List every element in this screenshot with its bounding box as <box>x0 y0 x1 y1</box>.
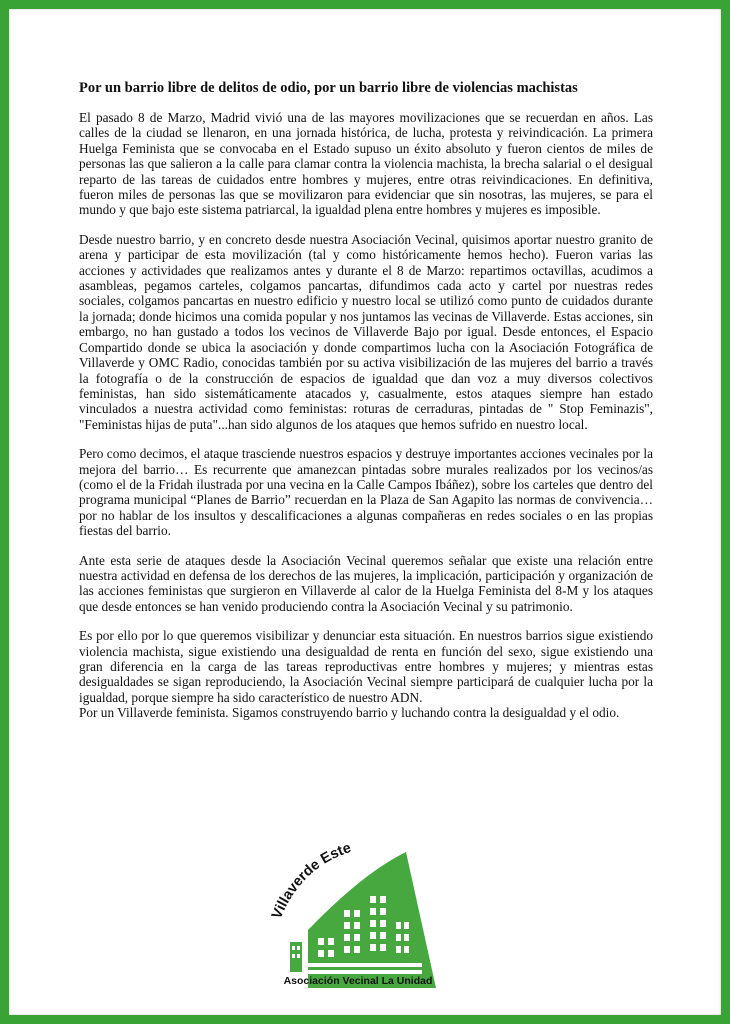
paragraph-1: El pasado 8 de Marzo, Madrid vivió una de las mayores movilizaciones que se recuerdan en años. Las calles de la ciudad se llenaron, en una jornada histórica, de lucha, protesta y reivindicación. La primera Huelga Feminista que se convocaba en el Estado supuso un éxito absoluto y fueron cientos de miles de personas las que salieron a la calle para clamar contra la violencia machista, la brecha salarial o el desigual reparto de las tareas de cuidados entre hombres y mujeres, entre otras reivindicaciones. En definitiva, fueron miles de personas las que se movilizaron para evidenciar que sin nosotras, las mujeres, se para el mundo y que bajo este sistema patriarcal, la igualdad plena entre hombres y mujeres es imposible. <box>79 110 653 218</box>
paragraph-3: Pero como decimos, el ataque trasciende nuestros espacios y destruye importantes acciones vecinales por la mejora del barrio… Es recurrente que amanezcan pintadas sobre murales realizados por los vecinos/as (como el de la Fridah ilustrada por una vecina en la Calle Campos Ibáñez), sobre los carteles que dentro del programa municipal “Planes de Barrio” recuerdan en la Plaza de San Agapito las normas de convivencia… por no hablar de los insultos y descalificaciones a algunas compañeras en redes sociales o en las propias fiestas del barrio. <box>79 446 653 539</box>
paragraph-4: Ante esta serie de ataques desde la Asociación Vecinal queremos señalar que existe una relación entre nuestra actividad en defensa de los derechos de las mujeres, la implicación, participación y organización de las acciones feministas que surgieron en Villaverde al calor de la Huelga Feminista del 8-M y los ataques que desde entonces se han venido produciendo contra la Asociación Vecinal y su patrimonio. <box>79 552 653 614</box>
paragraph-5: Es por ello por lo que queremos visibilizar y denunciar esta situación. En nuestros barrios sigue existiendo violencia machista, sigue existiendo una desigualdad de renta en función del sexo, sigue existiendo una gran diferencia en la carga de las tareas reproductivas entre hombres y mujeres; y mientras estas desigualdades se sigan reproduciendo, la Asociación Vecinal siempre participará de cualquier lucha por la igualdad, porque siempre ha sido característico de nuestro ADN. <box>79 628 653 705</box>
document-body <box>79 79 653 721</box>
logo-caption: Asociación Vecinal La Unidad <box>283 975 433 987</box>
paragraph-2: Desde nuestro barrio, y en concreto desde nuestra Asociación Vecinal, quisimos aportar nuestro granito de arena y participar de esta movilización (tal y como históricamente hemos hecho). Fueron varias las acciones y actividades que realizamos antes y durante el 8 de Marzo: repartimos octavillas, acudimos a asambleas, pegamos carteles, colgamos pancartas, difundimos cada acto y cartel por nuestras redes sociales, colgamos pancartas en nuestro edificio y nuestro local se utilizó como punto de cuidados durante la jornada; donde hicimos una comida popular y nos juntamos las vecinas de Villaverde. Estas acciones, sin embargo, no han gustado a todos los vecinos de Villaverde Bajo por igual. Desde entonces, el Espacio Compartido donde se ubica la asociación y donde compartimos lucha con la Asociación Fotográfica de Villaverde y OMC Radio, conocidas también por su activa visibilización de las mujeres del barrio a través la fotografía o de la construcción de espacios de igualdad que dan voz a muy diversos colectivos feministas, han sido sistemáticamente atacados y, casualmente, estos ataques siempre han estado vinculados a nuestra actividad como feministas: roturas de cerraduras, pintadas de " Stop Feminazis", "Feministas hijas de puta"...han sido algunos de los ataques que hemos sufrido en nuestro local. <box>79 231 653 432</box>
closing-line: Por un Villaverde feminista. Sigamos construyendo barrio y luchando contra la desigualdad y el odio. <box>79 705 620 721</box>
logo-arc-text: Villaverde Este <box>268 840 354 922</box>
document-title: Por un barrio libre de delitos de odio, por un barrio libre de violencias machistas <box>79 80 578 96</box>
logo-graphic <box>268 838 448 993</box>
association-logo <box>268 838 448 993</box>
